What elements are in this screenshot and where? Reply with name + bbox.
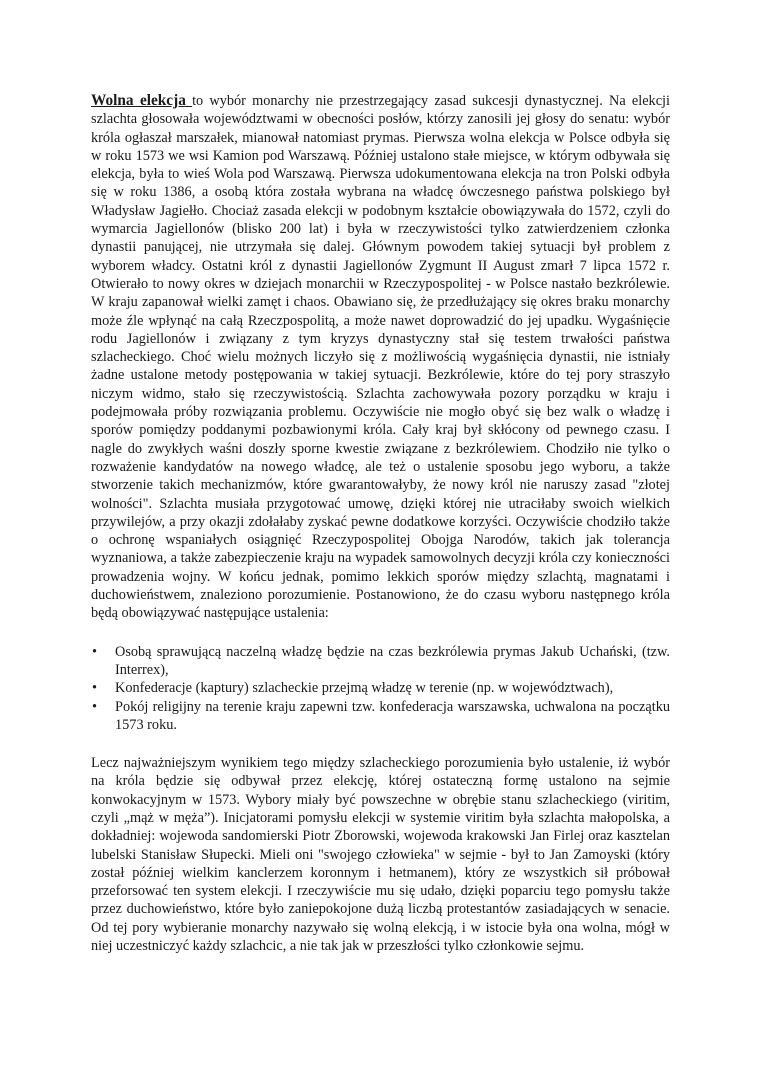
list-item-text: Konfederacje (kaptury) szlacheckie przejmą władzę w terenie (np. w województwach), — [115, 680, 614, 697]
bullet-icon: • — [92, 643, 98, 660]
intro-text: to wybór monarchy nie przestrzegający zasad sukcesji dynastycznej. Na elekcji szlachta głosowała województwami w obecności posłów, którzy zanosili jej głosy do senatu: wybór króla ogłaszał marszałek, mianował natomiast prymas. Pierwsza wolna elekcja w Polsce odbyła się w roku 1573 we wsi Kamion pod Warszawą. Później ustalono stałe miejsce, w którym odbywała się elekcja, była to wieś Wola pod Warszawą. Pierwsza udokumentowana elekcja na tron Polski odbyła się w roku 1386, a osobą która została wybrana na władcę ówczesnego państwa polskiego był Władysław Jagiełło. Chociaż zasada elekcji w podobnym kształcie obowiązywała do 1572, czyli do wymarcia Jagiellonów (blisko 200 lat) i była w rzeczywistości tylko zatwierdzeniem członka dynastii panującej, nie utrzymała się dalej. Głównym powodem takiej sytuacji był problem z wyborem władcy. Ostatni król z dynastii Jagiellonów Zygmunt II August zmarł 7 lipca 1572 r. Otwierało to nowy okres w dziejach monarchii w Rzeczypospolitej - w Polsce nastało bezkrólewie. W kraju zapanował wielki zamęt i chaos. Obawiano się, że przedłużający się okres braku monarchy może źle wpłynąć na całą Rzeczpospolitą, a może nawet doprowadzić do jej upadku. Wygaśnięcie rodu Jagiellonów i związany z tym kryzys dynastyczny stał się testem trwałości państwa szlacheckiego. Choć wielu możnych liczyło się z możliwością wygaśnięcia dynastii, nie istniały żadne ustalone metody postępowania w takiej sytuacji. Bezkrólewie, które do tej pory straszyło niczym widmo, stało się rzeczywistością. Szlachta zachowywała pozory porządku w kraju i podejmowała próby rozwiązania problemu. Oczywiście nie mogło obyć się bez walk o władzę i sporów pomiędzy poddanymi pozbawionymi króla. Cały kraj był skłócony od pewnego czasu. I nagle do zwykłych waśni doszły sporne kwestie związane z bezkrólewiem. Chodziło nie tylko o rozważenie kandydatów na nowego władcę, ale też o ustalenie sposobu jego wyboru, a także stworzenie takich mechanizmów, które gwarantowałyby, że nowy król nie naruszy zasad "złotej wolności". Szlachta musiała przygotować umowę, dzięki której nie utraciłaby swoich wielkich przywilejów, a przy okazji zdołałaby zyskać pewne dodatkowe korzyści. Oczywiście chodziło także o ochronę wspaniałych osiągnięć Rzeczypospolitej Obojga Narodów, takich jak tolerancja wyznaniowa, a także zabezpieczenie kraju na wypadek samowolnych decyzji króla czy konieczności prowadzenia wojny. W końcu jednak, pomimo lekkich sporów między szlachtą, magnatami i duchowieństwem, znaleziono porozumienie. Postanowiono, że do czasu wyboru następnego króla będą obowiązywać następujące ustalenia: — [91, 93, 670, 622]
bullet-list — [91, 643, 670, 734]
list-item — [91, 679, 670, 697]
bullet-icon: • — [92, 680, 98, 697]
list-item-text: Osobą sprawującą naczelną władzę będzie na czas bezkrólewia prymas Jakub Uchański, (tzw. Interrex), — [115, 643, 670, 678]
document-page — [91, 92, 670, 955]
document-title: Wolna elekcja — [91, 92, 186, 109]
list-item — [91, 643, 670, 680]
list-item-text: Pokój religijny na terenie kraju zapewni tzw. konfederacja warszawska, uchwalona na początku 1573 roku. — [115, 698, 670, 733]
intro-paragraph — [91, 92, 670, 623]
bullet-icon: • — [92, 698, 98, 715]
list-item — [91, 698, 670, 735]
closing-paragraph: Lecz najważniejszym wynikiem tego między szlacheckiego porozumienia było ustalenie, iż wybór na króla będzie się odbywał przez elekcję, której ostateczną formę ustalono na sejmie konwokacyjnym w 1573. Wybory miały być powszechne w obrębie stanu szlacheckiego (viritim, czyli „mąż w męża”). Inicjatorami pomysłu elekcji w systemie viritim była szlachta małopolska, a dokładniej: wojewoda sandomierski Piotr Zborowski, wojewoda krakowski Jan Firlej oraz kasztelan lubelski Stanisław Słupecki. Mieli oni "swojego człowieka" w sejmie - był to Jan Zamoyski (który został później wielkim kanclerzem koronnym i hetmanem), który ze wszystkich sił próbował przeforsować ten system elekcji. I rzeczywiście mu się udało, dzięki poparciu tego pomysłu także przez duchowieństwo, które było zaniepokojone dużą liczbą protestantów zasiadających w senacie. Od tej pory wybieranie monarchy nazywało się wolną elekcją, i w istocie była ona wolna, mógł w niej uczestniczyć każdy szlachcic, a nie tak jak w przeszłości tylko członkowie sejmu. — [91, 755, 670, 955]
